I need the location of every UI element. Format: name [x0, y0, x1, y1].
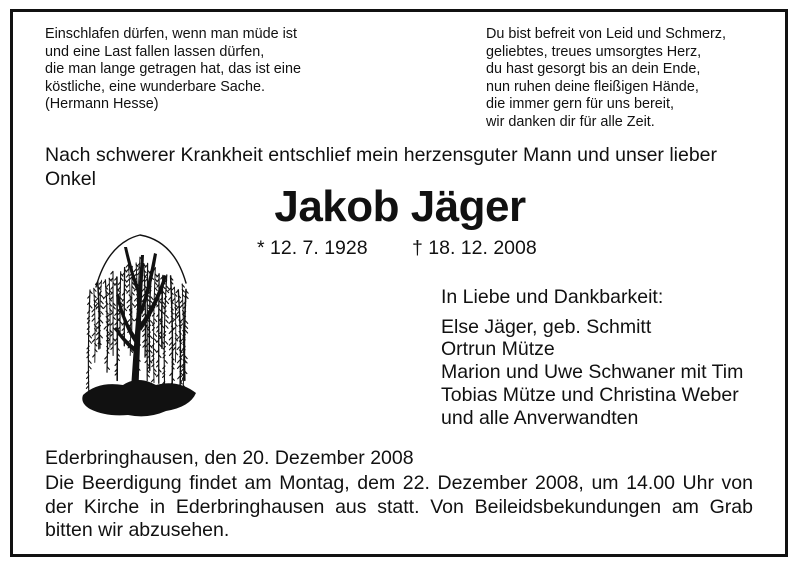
poem-line: Du bist befreit von Leid und Schmerz,: [486, 26, 726, 42]
poem-line: du hast gesorgt bis an dein Ende,: [486, 61, 701, 78]
poem-line: geliebtes, treues umsorgtes Herz,: [486, 43, 702, 60]
mourners-heading: In Liebe und Dankbarkeit:: [441, 286, 664, 308]
mourner-name: und alle Anverwandten: [441, 406, 639, 429]
death-date: † 18. 12. 2008: [412, 237, 537, 259]
poem-line: die man lange getragen hat, das ist eine: [45, 61, 302, 78]
poem-line: Einschlafen dürfen, wenn man müde ist: [45, 26, 297, 42]
poem-line: wir danken dir für alle Zeit.: [486, 113, 655, 130]
poem-hesse: [45, 26, 301, 114]
mourners-block: [441, 286, 743, 429]
birth-date: * 12. 7. 1928: [257, 237, 368, 259]
announcement-text: Nach schwerer Krankheit entschlief mein herzensguter Mann und unser lieber Onkel: [45, 144, 718, 190]
place-and-date: Ederbringhausen, den 20. Dezember 2008: [45, 447, 414, 469]
poem-line: und eine Last fallen lassen dürfen,: [45, 43, 265, 60]
poem-line: die immer gern für uns bereit,: [486, 96, 674, 113]
poem-line: köstliche, eine wunderbare Sache.: [45, 78, 265, 95]
deceased-name: Jakob Jäger: [274, 182, 526, 231]
poem-line: nun ruhen deine fleißigen Hände,: [486, 78, 699, 95]
poem-author: (Hermann Hesse): [45, 96, 159, 113]
mourner-name: Marion und Uwe Schwaner mit Tim: [441, 361, 744, 384]
funeral-notice: Die Beerdigung findet am Montag, dem 22. Dezember 2008, um 14.00 Uhr von der Kirche in Ederbringhausen aus statt. Von Beileidsbekundungen am Grab bitten wir abzusehen.: [45, 472, 753, 541]
weeping-willow-icon: [78, 225, 198, 420]
poem-farewell: [486, 26, 726, 132]
mourner-name: Ortrun Mütze: [441, 338, 555, 361]
mourner-name: Else Jäger, geb. Schmitt: [441, 315, 652, 338]
mourner-name: Tobias Mütze und Christina Weber: [441, 383, 739, 406]
